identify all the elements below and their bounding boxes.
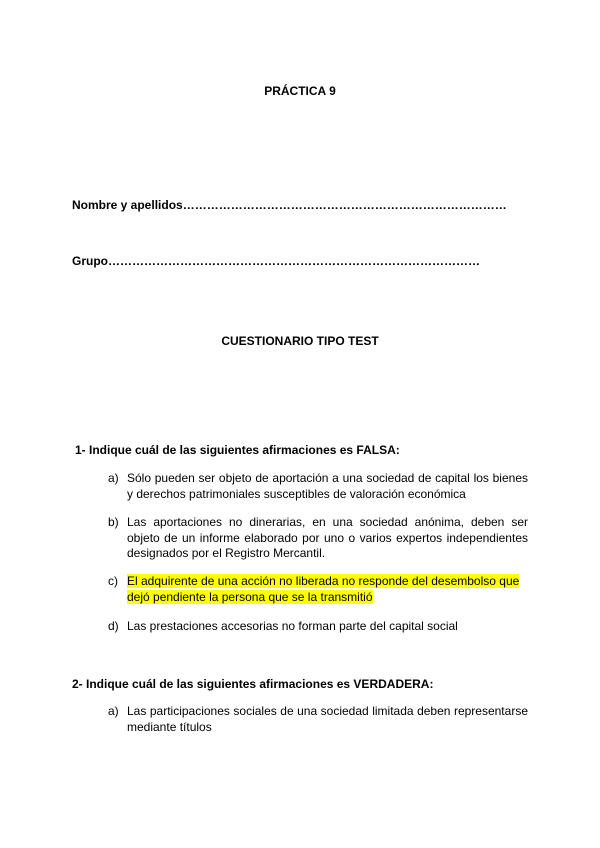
question-1-option-d	[108, 619, 528, 635]
question-1: 1- Indique cuál de las siguientes afirmaciones es FALSA:	[75, 443, 400, 457]
option-text: Las participaciones sociales de una sociedad limitada deben representarse mediante títulos	[127, 704, 528, 734]
option-letter: a)	[108, 704, 119, 718]
option-letter: d)	[108, 619, 119, 633]
question-1-option-c	[108, 574, 528, 605]
option-letter: b)	[108, 515, 119, 529]
question-2-option-a	[108, 704, 528, 735]
option-letter: c)	[108, 574, 118, 588]
option-text: Las aportaciones no dinerarias, en una sociedad anónima, deben ser objeto de un informe elaborado por uno o varios expertos independientes designados por el Registro Mercantil.	[127, 515, 528, 560]
group-field-line: Grupo…………………………………………………………………………………	[72, 254, 480, 268]
option-text: Las prestaciones accesorias no forman parte del capital social	[127, 619, 458, 633]
highlighted-option-text: El adquirente de una acción no liberada no responde del desembolso que dejó pendiente la persona que se la transmitió	[127, 574, 520, 604]
page-title: PRÁCTICA 9	[264, 84, 336, 98]
question-1-option-a	[108, 471, 528, 502]
question-1-option-b	[108, 515, 528, 562]
option-letter: a)	[108, 471, 119, 485]
question-2: 2- Indique cuál de las siguientes afirmaciones es VERDADERA:	[72, 677, 434, 691]
section-subtitle: CUESTIONARIO TIPO TEST	[221, 334, 379, 348]
option-text: Sólo pueden ser objeto de aportación a una sociedad de capital los bienes y derechos patrimoniales susceptibles de valoración económica	[127, 471, 528, 501]
name-field-line: Nombre y apellidos………………………………………………………………………	[72, 198, 507, 212]
